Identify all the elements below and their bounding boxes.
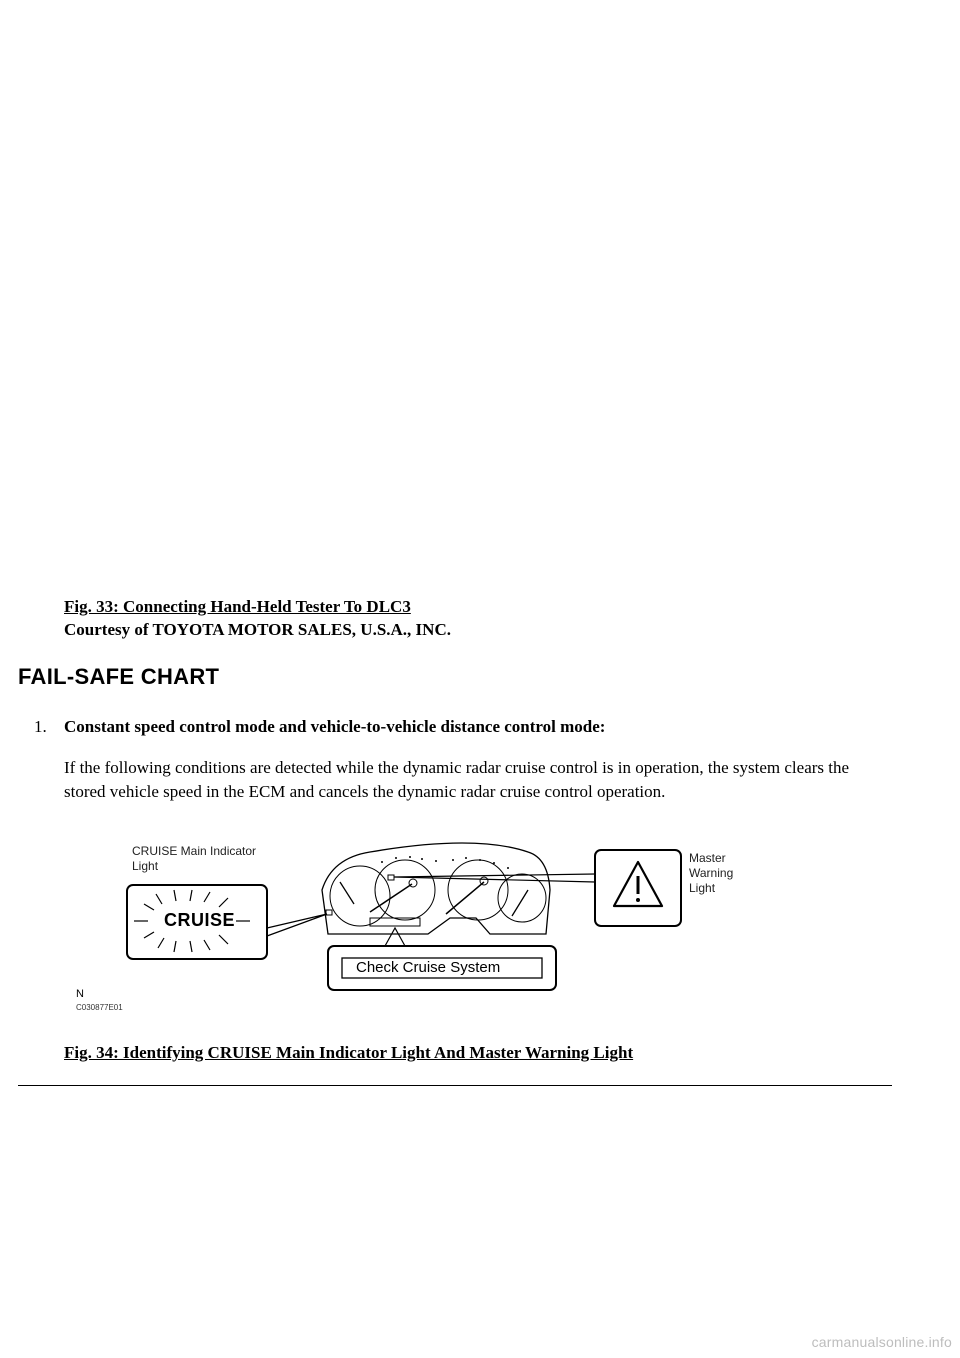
check-cruise-leader — [385, 928, 405, 946]
center-gauge — [375, 860, 435, 920]
fig33-courtesy: Courtesy of TOYOTA MOTOR SALES, U.S.A., INC. — [64, 620, 451, 639]
cluster-outline — [322, 843, 550, 934]
watermark: carmanualsonline.info — [811, 1334, 952, 1350]
fig33-caption[interactable]: Fig. 33: Connecting Hand-Held Tester To DLC3 — [64, 597, 411, 616]
section-divider — [18, 1085, 892, 1086]
list-item-text: If the following conditions are detected while the dynamic radar cruise control is in operation, the system clears the stored vehicle speed in the ECM and cancels the dynamic radar cruise control operation. — [64, 758, 850, 801]
section-title: FAIL-SAFE CHART — [18, 664, 220, 689]
master-warning-leader — [394, 874, 595, 882]
fig34-caption[interactable]: Fig. 34: Identifying CRUISE Main Indicator Light And Master Warning Light — [64, 1043, 634, 1062]
cruise-leader — [267, 914, 327, 936]
center-gauge-hub — [409, 879, 417, 887]
right-center-gauge-hub — [480, 877, 488, 885]
list-item-number: 1. — [34, 717, 47, 736]
right-gauge-needle — [512, 890, 528, 916]
figure-corner-letter: N — [76, 988, 84, 1000]
left-gauge-needle — [340, 882, 354, 904]
left-gauge — [330, 866, 390, 926]
master-warning-indicator — [388, 875, 394, 880]
fig34-illustration — [70, 838, 750, 1020]
cruise-main-indicator-label: CRUISE Main Indicator Light — [132, 844, 257, 873]
cruise-badge-text: CRUISE — [164, 910, 236, 930]
master-warning-light-label: Master Warning Light — [689, 851, 734, 895]
check-cruise-system-text: Check Cruise System — [356, 959, 501, 976]
figure-code: C030877E01 — [76, 1003, 123, 1012]
right-center-gauge-needle — [446, 882, 484, 914]
list-item-heading: Constant speed control mode and vehicle-to-vehicle distance control mode: — [64, 717, 606, 736]
